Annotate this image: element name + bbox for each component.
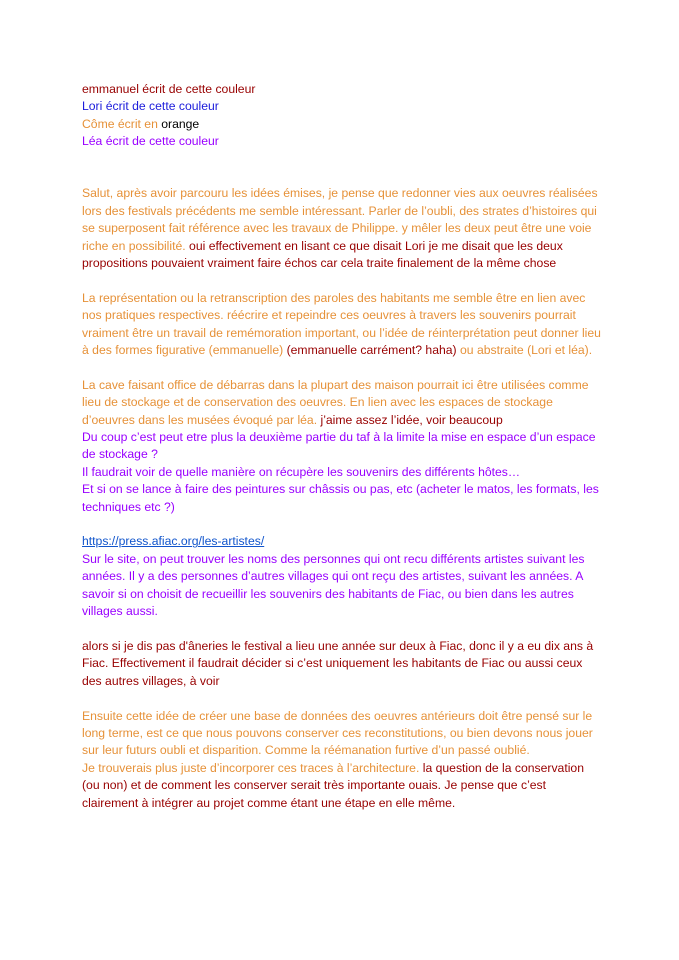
paragraph-6	[82, 708, 602, 812]
paragraph-2	[82, 290, 602, 360]
p3-lea-line-3: Et si on se lance à faire des peintures sur châssis ou pas, etc (acheter le matos, les formats, les techniques etc ?)	[82, 482, 599, 514]
paragraph-3	[82, 377, 602, 516]
p2-emmanuel-text: (emmanuelle carrément? haha)	[286, 343, 457, 358]
legend-come	[82, 116, 602, 133]
p3-come-text: La cave faisant office de débarras dans la plupart des maison pourrait ici être utilisées comme lieu de stockage et de conservation des oeuvres. En lien avec les espaces de stockage d’oeuvres dans les musées évoqué par léa.	[82, 377, 589, 427]
document-body	[82, 81, 602, 812]
p6-emmanuel-text: la question de la conservation (ou non) et de comment les conserver serait très importante ouais. Je pense que c’est clairement à intégrer au projet comme étant une étape en elle même.	[82, 760, 584, 810]
p4-lea-text: Sur le site, on peut trouver les noms des personnes qui ont recu différents artistes suivant les années. Il y a des personnes d’autres villages qui ont reçu des artistes, suivant les années. A savoir si on choisit de recueillir les souvenirs des habitants de Fiac, ou bien dans les autres villages aussi.	[82, 551, 585, 619]
p3-lea-line-2: Il faudrait voir de quelle manière on récupère les souvenirs des différents hôtes…	[82, 464, 521, 479]
p3-emmanuel-text: j’aime assez l’idée, voir beaucoup	[320, 412, 503, 427]
p2-come-text: La représentation ou la retranscription des paroles des habitants me semble être en lien avec nos pratiques respectives. réécrire et repeindre ces oeuvres à travers les souvenirs pourrait vraiment être un travail de remémoration important, ou l’idée de réinterprétation peut donner lieu à des formes figurative (emmanuelle)	[82, 290, 601, 358]
afiac-artists-link[interactable]: https://press.afiac.org/les-artistes/	[82, 534, 265, 549]
p6-come-text-1: Ensuite cette idée de créer une base de données des oeuvres antérieurs doit être pensé sur le long terme, est ce que nous pouvons conserver ces reconstitutions, ou bien devons nous jouer sur leur futurs oubli et disparition. Comme la réémanation furtive d’un passé oublié.	[82, 708, 593, 758]
p1-come-text: Salut, après avoir parcouru les idées émises, je pense que redonner vies aux oeuvres réalisées lors des festivals précédents me semble intéressant. Parler de l’oubli, des strates d’histoires qui se superposent fait référence avec les travaux de Philippe. y mêler les deux peut être une voie riche en possibilité.	[82, 186, 598, 253]
p2-come-end: ou abstraite (Lori et léa).	[460, 343, 593, 358]
p1-emmanuel-text: oui effectivement en lisant ce que disait Lori je me disait que les deux propositions pouvaient vraiment faire échos car cela traite finalement de la même chose	[82, 238, 563, 271]
p6-come-text-2: Je trouverais plus juste d’incorporer ces traces à l’architecture.	[82, 760, 420, 775]
color-legend	[82, 81, 602, 151]
legend-come-prefix: Côme écrit en	[82, 116, 162, 131]
legend-emmanuel: emmanuel écrit de cette couleur	[82, 82, 256, 96]
paragraph-4	[82, 533, 602, 620]
p3-lea-line-1: Du coup c’est peut etre plus la deuxième partie du taf à la limite la mise en espace d’un espace de stockage ?	[82, 430, 596, 462]
legend-lori: Lori écrit de cette couleur	[82, 99, 219, 114]
paragraph-1	[82, 185, 602, 272]
legend-come-word: orange	[161, 116, 200, 131]
paragraph-5: alors si je dis pas d'âneries le festival a lieu une année sur deux à Fiac, donc il y a eu dix ans à Fiac. Effectivement il faudrait décider si c’est uniquement les habitants de Fiac ou aussi ceux des autres villages, à voir	[82, 638, 594, 688]
legend-lea: Léa écrit de cette couleur	[82, 134, 219, 149]
